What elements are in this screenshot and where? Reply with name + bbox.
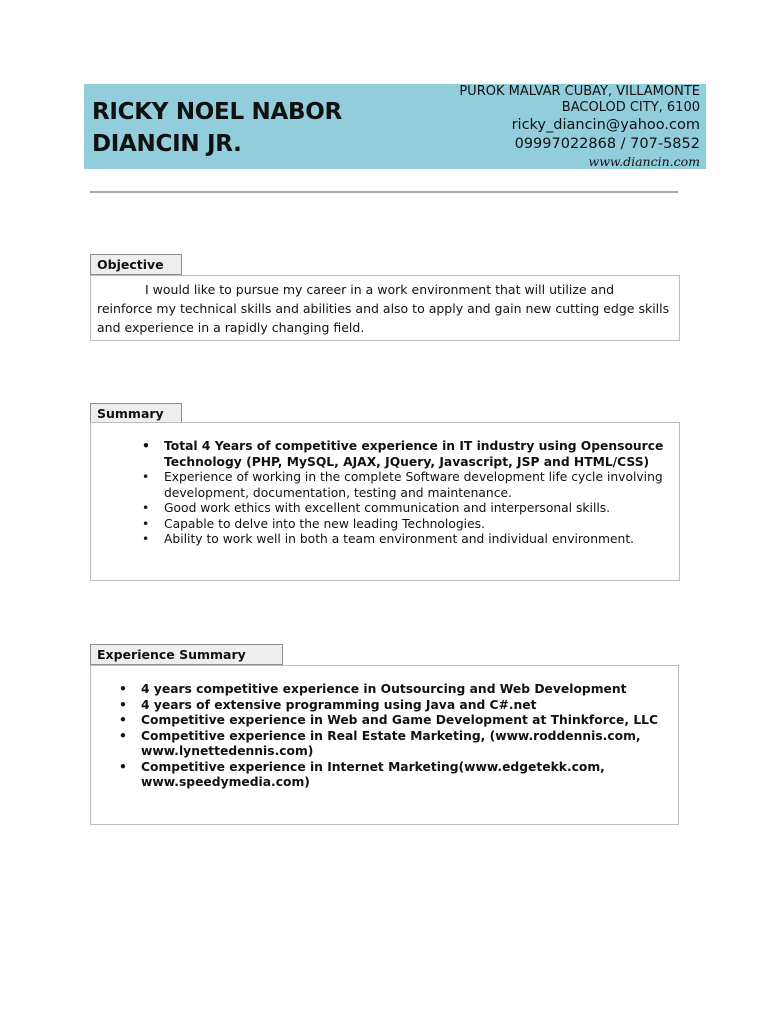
header-banner	[84, 84, 706, 169]
bullet-icon: •	[142, 501, 150, 515]
experience-list	[119, 682, 681, 791]
list-item: • Total 4 Years of competitive experience in IT industry using Opensource Technology (PHP, MySQL, AJAX, JQuery, Javascript, JSP and HTML/CSS)	[142, 439, 664, 469]
bullet-icon: •	[142, 532, 150, 546]
address-line-2: BACOLOD CITY, 6100	[561, 100, 700, 115]
list-item: • Ability to work well in both a team environment and individual environment.	[142, 532, 635, 546]
list-item: • Capable to delve into the new leading Technologies.	[142, 516, 485, 531]
address-line-1: PUROK MALVAR CUBAY, VILLAMONTE	[459, 84, 700, 99]
list-item: • 4 years competitive experience in Outsourcing and Web Development	[119, 682, 627, 696]
objective-box	[90, 275, 680, 341]
website-link[interactable]: www.diancin.com	[588, 154, 700, 169]
objective-text: I would like to pursue my career in a work environment that will utilize and reinforce my technical skills and abilities and also to apply and gain new cutting edge skills and experience in a rapidly changing field.	[97, 282, 670, 335]
list-item: • Competitive experience in Internet Marketing(www.edgetekk.com, www.speedymedia.com)	[119, 759, 605, 789]
bullet-icon: •	[119, 697, 127, 712]
list-item: • Competitive experience in Real Estate Marketing, (www.roddennis.com, www.lynettedennis.com)	[119, 728, 641, 758]
list-item: • 4 years of extensive programming using Java and C#.net	[119, 697, 537, 712]
list-item: • Experience of working in the complete Software development life cycle involving development, documentation, testing and maintenance.	[142, 470, 663, 500]
experience-box	[90, 665, 679, 825]
bullet-icon: •	[142, 470, 150, 484]
email-address: ricky_diancin@yahoo.com	[511, 117, 700, 133]
bullet-icon: •	[119, 759, 127, 774]
name-line-1: RICKY NOEL NABOR	[92, 99, 342, 125]
phone-number: 09997022868 / 707-5852	[514, 136, 700, 152]
list-item: • Competitive experience in Web and Game Development at Thinkforce, LLC	[119, 713, 659, 727]
applicant-name	[92, 96, 342, 160]
experience-heading: Experience Summary	[90, 644, 283, 665]
header-divider	[90, 191, 678, 193]
name-line-2: DIANCIN JR.	[92, 131, 242, 157]
bullet-icon: •	[119, 728, 127, 743]
bullet-icon: •	[142, 439, 150, 453]
list-item: • Good work ethics with excellent communication and interpersonal skills.	[142, 501, 611, 515]
objective-heading: Objective	[90, 254, 182, 275]
summary-box	[90, 422, 680, 581]
summary-heading: Summary	[90, 403, 182, 424]
bullet-icon: •	[119, 713, 127, 727]
contact-info	[459, 84, 700, 170]
bullet-icon: •	[119, 682, 127, 696]
summary-list	[142, 439, 664, 548]
bullet-icon: •	[142, 516, 150, 531]
